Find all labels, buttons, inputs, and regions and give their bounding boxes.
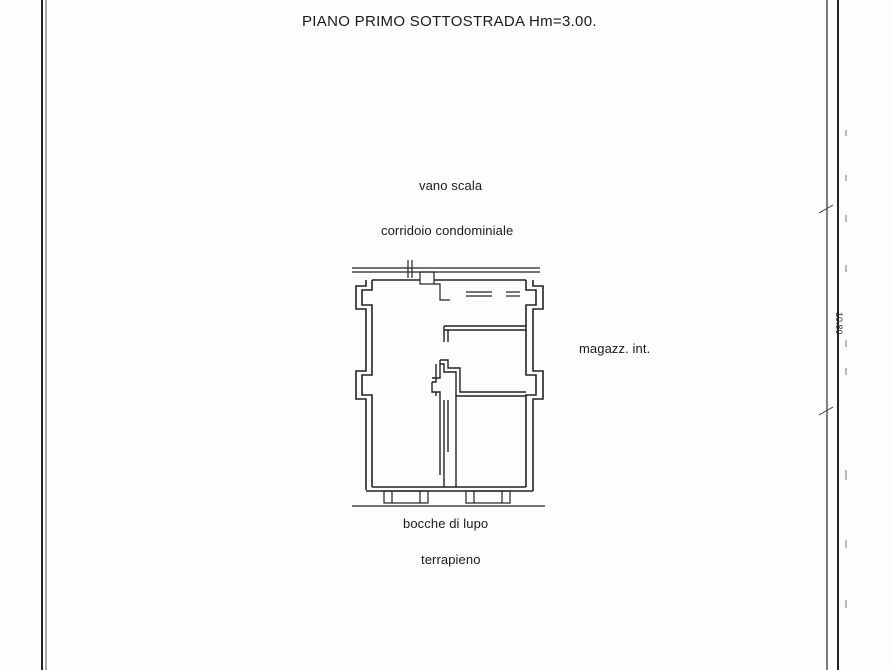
label-embankment: terrapieno <box>421 552 481 567</box>
dimension-line <box>819 205 833 415</box>
drawing-title: PIANO PRIMO SOTTOSTRADA Hm=3.00. <box>302 13 597 30</box>
label-stair: vano scala <box>419 178 483 193</box>
light-wells <box>352 491 545 506</box>
label-corridor: corridoio condominiale <box>381 223 514 238</box>
top-wall-details <box>420 272 520 300</box>
side-dimension-text: 10.80 <box>834 312 844 335</box>
interior-walls <box>432 326 526 487</box>
sheet-frame <box>42 0 838 670</box>
label-light-wells: bocche di lupo <box>403 516 489 531</box>
corridor-boundary <box>352 260 540 278</box>
label-storage: magazz. int. <box>579 341 651 356</box>
exterior-walls <box>356 280 543 491</box>
